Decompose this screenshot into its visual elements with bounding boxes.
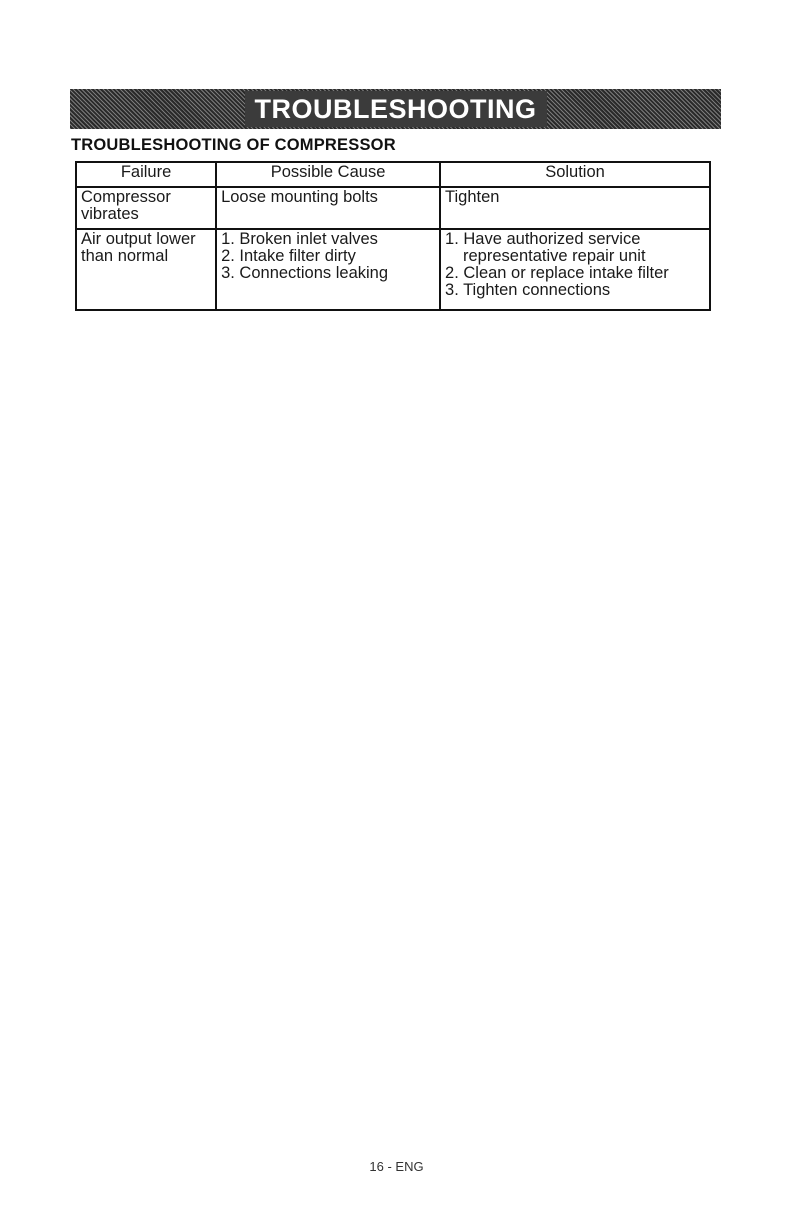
table-row [76, 229, 710, 310]
solution-cell [440, 187, 710, 229]
failure-line: vibrates [81, 205, 139, 224]
solution-cell [440, 229, 710, 310]
table-row [76, 187, 710, 229]
section-title: TROUBLESHOOTING OF COMPRESSOR [71, 136, 396, 154]
cause-cell [216, 187, 440, 229]
solution-line: 1. Have authorized service [445, 230, 641, 249]
table-header-row [76, 162, 710, 187]
header-possible-cause: Possible Cause [216, 162, 440, 187]
solution-line: 2. Clean or replace intake filter [445, 264, 669, 283]
cause-cell [216, 229, 440, 310]
cause-line: 3. Connections leaking [221, 264, 389, 283]
solution-line: 3. Tighten connections [445, 281, 611, 300]
troubleshooting-table [75, 161, 711, 311]
failure-cell [76, 187, 216, 229]
header-failure: Failure [76, 162, 216, 187]
cause-line: 2. Intake filter dirty [221, 247, 356, 266]
cause-line: 1. Broken inlet valves [221, 230, 378, 249]
banner-title: TROUBLESHOOTING [245, 91, 547, 127]
header-solution: Solution [440, 162, 710, 187]
failure-cell [76, 229, 216, 310]
troubleshooting-banner [70, 89, 721, 129]
page-number: 16 - ENG [369, 1159, 424, 1174]
cause-line: Loose mounting bolts [221, 188, 378, 207]
failure-line: than normal [81, 247, 169, 266]
failure-line: Air output lower [81, 230, 196, 249]
failure-line: Compressor [81, 188, 171, 207]
solution-line: representative repair unit [463, 247, 646, 266]
solution-line: Tighten [445, 188, 500, 207]
